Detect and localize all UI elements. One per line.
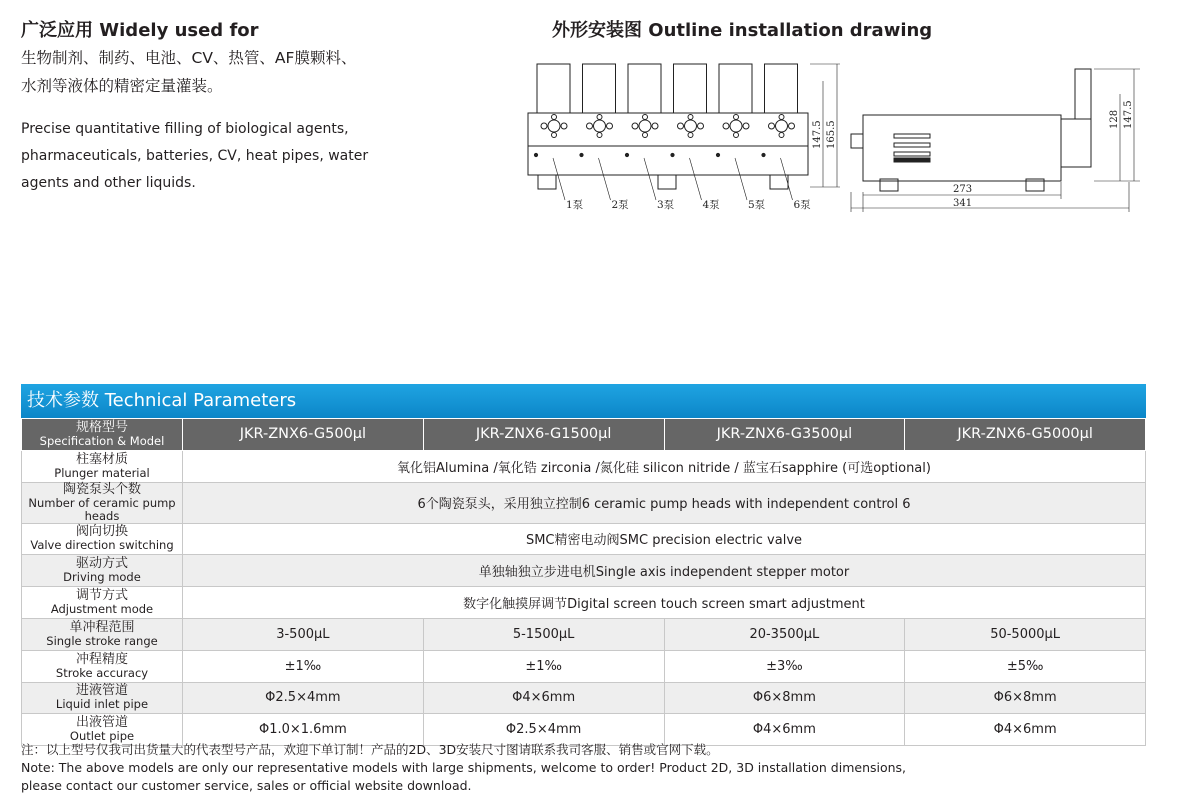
pump-leader [644, 158, 656, 200]
note-en-2: please contact our customer service, sales or official website download. [21, 778, 472, 793]
pump-label: 4泵 [702, 199, 720, 211]
technical-parameters [21, 384, 1146, 746]
row-value: Φ2.5×4mm [423, 714, 664, 746]
row-label: 陶瓷泵头个数 Number of ceramic pump heads [22, 482, 183, 523]
widely-used-title-en: Widely used for [99, 20, 259, 41]
pump-label: 1泵 [566, 199, 584, 211]
outline-drawing [520, 54, 1140, 216]
pump-port [643, 115, 648, 120]
pump-leader [781, 158, 793, 200]
row-value: Φ4×6mm [905, 714, 1146, 746]
model-cell: JKR-ZNX6-G5000μl [905, 419, 1146, 451]
row-label: 柱塞材质 Plunger material [22, 450, 183, 482]
pump-port [678, 123, 684, 129]
pump-head [594, 120, 606, 132]
parameter-table [21, 418, 1146, 746]
pump-head [548, 120, 560, 132]
front-dim-1: 147.5 [812, 120, 823, 149]
pump-port [643, 133, 648, 138]
pump-block [628, 64, 661, 113]
drawing-title-en: Outline installation drawing [648, 20, 933, 41]
table-row [22, 618, 1146, 650]
pump-block [583, 64, 616, 113]
pump-port [561, 123, 567, 129]
row-value: 数字化触摸屏调节Digital screen touch screen smart adjustment [183, 587, 1146, 619]
drawing-title-cn: 外形安装图 [552, 20, 642, 41]
front-dim-2: 165.5 [826, 120, 837, 149]
row-value: 氧化铝Alumina /氧化锆 zirconia /氮化硅 silicon nitride / 蓝宝石sapphire (可选optional) [183, 450, 1146, 482]
model-cell: JKR-ZNX6-G3500μl [664, 419, 905, 451]
pump-dot [580, 153, 583, 156]
pump-head [730, 120, 742, 132]
row-label: 阀向切换 Valve direction switching [22, 523, 183, 555]
notes [21, 741, 1121, 795]
pump-label: 3泵 [657, 199, 675, 211]
pump-port [587, 123, 593, 129]
pump-port [632, 123, 638, 129]
table-row [22, 555, 1146, 587]
pump-port [688, 115, 693, 120]
pump-port [597, 115, 602, 120]
row-label: 冲程精度 Stroke accuracy [22, 650, 183, 682]
pump-leader [735, 158, 747, 200]
pump-label: 2泵 [611, 199, 629, 211]
row-value: ±3‰ [664, 650, 905, 682]
pump-port [743, 123, 749, 129]
pump-port [723, 123, 729, 129]
row-label: 规格型号 Specification & Model [22, 419, 183, 451]
table-row [22, 523, 1146, 555]
pump-dot [534, 153, 537, 156]
drawing-title [552, 16, 932, 42]
row-value: 3-500μL [183, 618, 424, 650]
pump-block [765, 64, 798, 113]
model-cell: JKR-ZNX6-G1500μl [423, 419, 664, 451]
pump-port [688, 133, 693, 138]
row-value: Φ4×6mm [664, 714, 905, 746]
row-value: ±1‰ [183, 650, 424, 682]
row-value: Φ4×6mm [423, 682, 664, 714]
side-dim-w2: 341 [953, 198, 973, 209]
row-value: 50-5000μL [905, 618, 1146, 650]
pump-port [607, 123, 613, 129]
table-row [22, 587, 1146, 619]
pump-block [537, 64, 570, 113]
side-dim-w1: 273 [953, 184, 973, 195]
row-value: 6个陶瓷泵头，采用独立控制6 ceramic pump heads with independent control 6 [183, 482, 1146, 523]
table-row [22, 450, 1146, 482]
pump-port [734, 133, 739, 138]
row-label: 单冲程范围 Single stroke range [22, 618, 183, 650]
row-label: 驱动方式 Driving mode [22, 555, 183, 587]
front-view [528, 64, 840, 211]
row-value: Φ6×8mm [664, 682, 905, 714]
pump-dot [625, 153, 628, 156]
note-en-1: Note: The above models are only our representative models with large shipments, welcome to order! Product 2D, 3D installation dimensions, [21, 760, 907, 775]
widely-used-desc-en: Precise quantitative filling of biological agents, pharmaceuticals, batteries, CV, heat pipes, water agents and other liquids. [21, 121, 369, 191]
pump-port [552, 133, 557, 138]
row-value: Φ2.5×4mm [183, 682, 424, 714]
pump-port [734, 115, 739, 120]
pump-block [674, 64, 707, 113]
widely-used-title [21, 16, 259, 42]
side-dim-1: 128 [1109, 109, 1120, 129]
pump-port [652, 123, 658, 129]
pump-label: 5泵 [748, 199, 766, 211]
row-value: Φ1.0×1.6mm [183, 714, 424, 746]
pump-label: 6泵 [793, 199, 811, 211]
pump-port [552, 115, 557, 120]
model-row [22, 419, 1146, 451]
side-view [851, 69, 1140, 212]
row-value: 20-3500μL [664, 618, 905, 650]
pump-leader [553, 158, 565, 200]
side-dim-2: 147.5 [1123, 100, 1134, 129]
pump-head [685, 120, 697, 132]
table-row [22, 682, 1146, 714]
widely-used-desc-cn: 生物制剂、制药、电池、CV、热管、AF膜颗料、水剂等液体的精密定量灌装。 [21, 49, 357, 95]
pump-port [789, 123, 795, 129]
table-header [21, 384, 1146, 418]
pump-dot [762, 153, 765, 156]
table-row [22, 650, 1146, 682]
pump-leader [690, 158, 702, 200]
row-value: Φ6×8mm [905, 682, 1146, 714]
pump-dot [671, 153, 674, 156]
pump-port [541, 123, 547, 129]
row-value: 单独轴独立步进电机Single axis independent stepper motor [183, 555, 1146, 587]
row-value: 5-1500μL [423, 618, 664, 650]
pump-port [698, 123, 704, 129]
row-label: 进液管道 Liquid inlet pipe [22, 682, 183, 714]
table-row [22, 482, 1146, 523]
row-value: ±1‰ [423, 650, 664, 682]
pump-head [639, 120, 651, 132]
row-label: 调节方式 Adjustment mode [22, 587, 183, 619]
row-value: SMC精密电动阀SMC precision electric valve [183, 523, 1146, 555]
row-label: 出液管道 Outlet pipe [22, 714, 183, 746]
pump-leader [599, 158, 611, 200]
note-cn: 注：以上型号仅我司出货量大的代表型号产品，欢迎下单订制！产品的2D、3D安装尺寸图请联系我司客服、销售或官网下载。 [21, 742, 719, 757]
table-title-en: Technical Parameters [104, 390, 297, 411]
row-value: ±5‰ [905, 650, 1146, 682]
pump-dot [716, 153, 719, 156]
pump-port [779, 133, 784, 138]
pump-block [719, 64, 752, 113]
widely-used-title-cn: 广泛应用 [21, 20, 93, 41]
pump-port [779, 115, 784, 120]
pump-head [776, 120, 788, 132]
table-title-cn: 技术参数 [27, 390, 99, 411]
pump-port [597, 133, 602, 138]
model-cell: JKR-ZNX6-G500μl [183, 419, 424, 451]
pump-port [769, 123, 775, 129]
